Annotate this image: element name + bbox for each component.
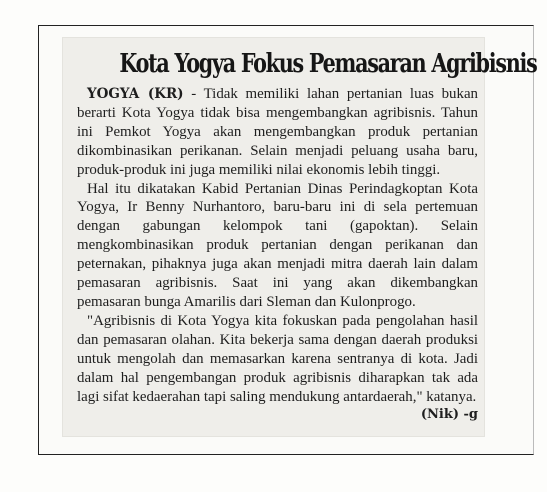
dateline: YOGYA (KR) — [87, 86, 184, 102]
paragraph-2-text: Hal itu dikatakan Kabid Pertanian Dinas Perindagkoptan Kota Yogya, Ir Benny Nurhantoro, baru-baru ini di sela pertemuan dengan gabungan kelompok tani (gapoktan). Selain mengkombinasikan produk pertanian dengan perikanan dan peternakan, pihaknya juga akan menjadi mitra daerah lain dalam pemasaran agribisnis. Saat ini yang akan dikembangkan pemasaran bunga Amarilis dari Sleman dan Kulonprogo. — [77, 180, 478, 310]
paragraph-2 — [75, 180, 478, 312]
paragraph-3-text: "Agribisnis di Kota Yogya kita fokuskan pada pengolahan hasil dan pemasaran olahan. Kita bekerja sama dengan daerah produksi untuk mengolah dan memasarkan karena sentranya di kota. Jadi dalam hal pengembangan produk agribisnis diharapkan tak ada lagi sifat kedaerahan tapi saling mendukung antardaerah," katanya. — [77, 312, 478, 405]
paragraph-1-text: - Tidak memiliki lahan pertanian luas bukan berarti Kota Yogya tidak bisa mengembangkan agribisnis. Tahun ini Pemkot Yogya akan mengembangkan produk pertanian dikombinasikan perikanan. Selain menjadi peluang usaha baru, produk-produk ini juga memiliki nilai ekonomis lebih tinggi. — [77, 86, 478, 178]
article-body — [75, 85, 478, 425]
newspaper-clipping — [63, 38, 537, 436]
paragraph-3 — [75, 312, 478, 425]
signoff: (Nik) -g — [420, 407, 478, 423]
headline: Kota Yogya Fokus Pemasaran Agribisnis — [119, 48, 537, 79]
paragraph-1 — [75, 85, 478, 180]
